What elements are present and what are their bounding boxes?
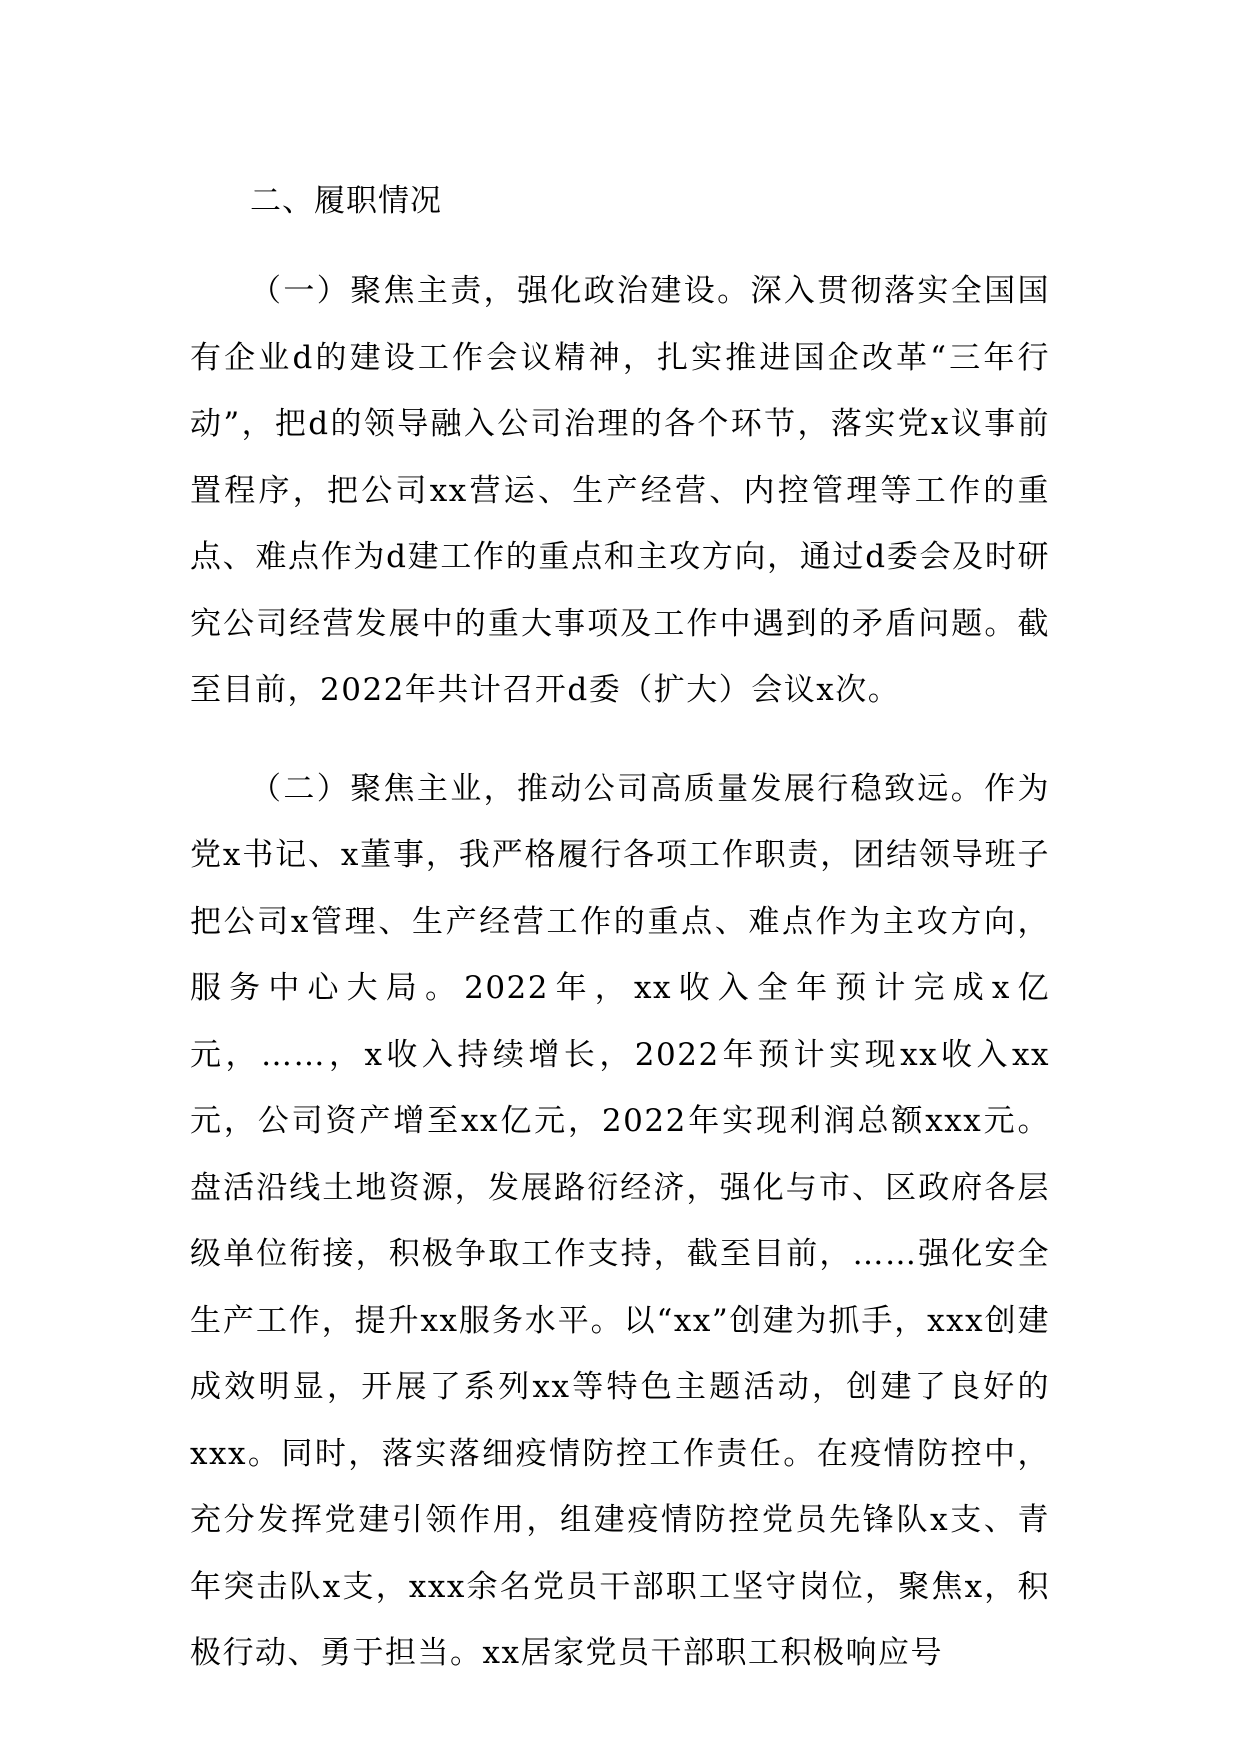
section-heading: 二、履职情况 (250, 183, 442, 219)
paragraph-main-business: （二）聚焦主业，推动公司高质量发展行稳致远。作为党x书记、x董事，我严格履行各项工作职责，团结领导班子把公司x管理、生产经营工作的重点、难点作为主攻方向，服务中心大局。2022年，xx收入全年预计完成x亿元，……，x收入持续增长，2022年预计实现xx收入xx元，公司资产增至xx亿元，2022年实现利润总额xxx元。盘活沿线土地资源，发展路衍经济，强化与市、区政府各层级单位衔接，积极争取工作支持，截至目前，……强化安全生产工作，提升xx服务水平。以“xx”创建为抓手，xxx创建成效明显，开展了系列xx等特色主题活动，创建了良好的xxx。同时，落实落细疫情防控工作责任。在疫情防控中，充分发挥党建引领作用，组建疫情防控党员先锋队x支、青年突击队x支，xxx余名党员干部职工坚守岗位，聚焦x，积极行动、勇于担当。xx居家党员干部职工积极响应号 (190, 770, 1050, 1671)
paragraph-political-building: （一）聚焦主责，强化政治建设。深入贯彻落实全国国有企业d的建设工作会议精神，扎实推进国企改革“三年行动”，把d的领导融入公司治理的各个环节，落实党x议事前置程序，把公司xx营运、生产经营、内控管理等工作的重点、难点作为d建工作的重点和主攻方向，通过d委会及时研究公司经营发展中的重大事项及工作中遇到的矛盾问题。截至目前，2022年共计召开d委（扩大）会议x次。 (190, 273, 1050, 708)
document-body (190, 168, 1050, 1719)
